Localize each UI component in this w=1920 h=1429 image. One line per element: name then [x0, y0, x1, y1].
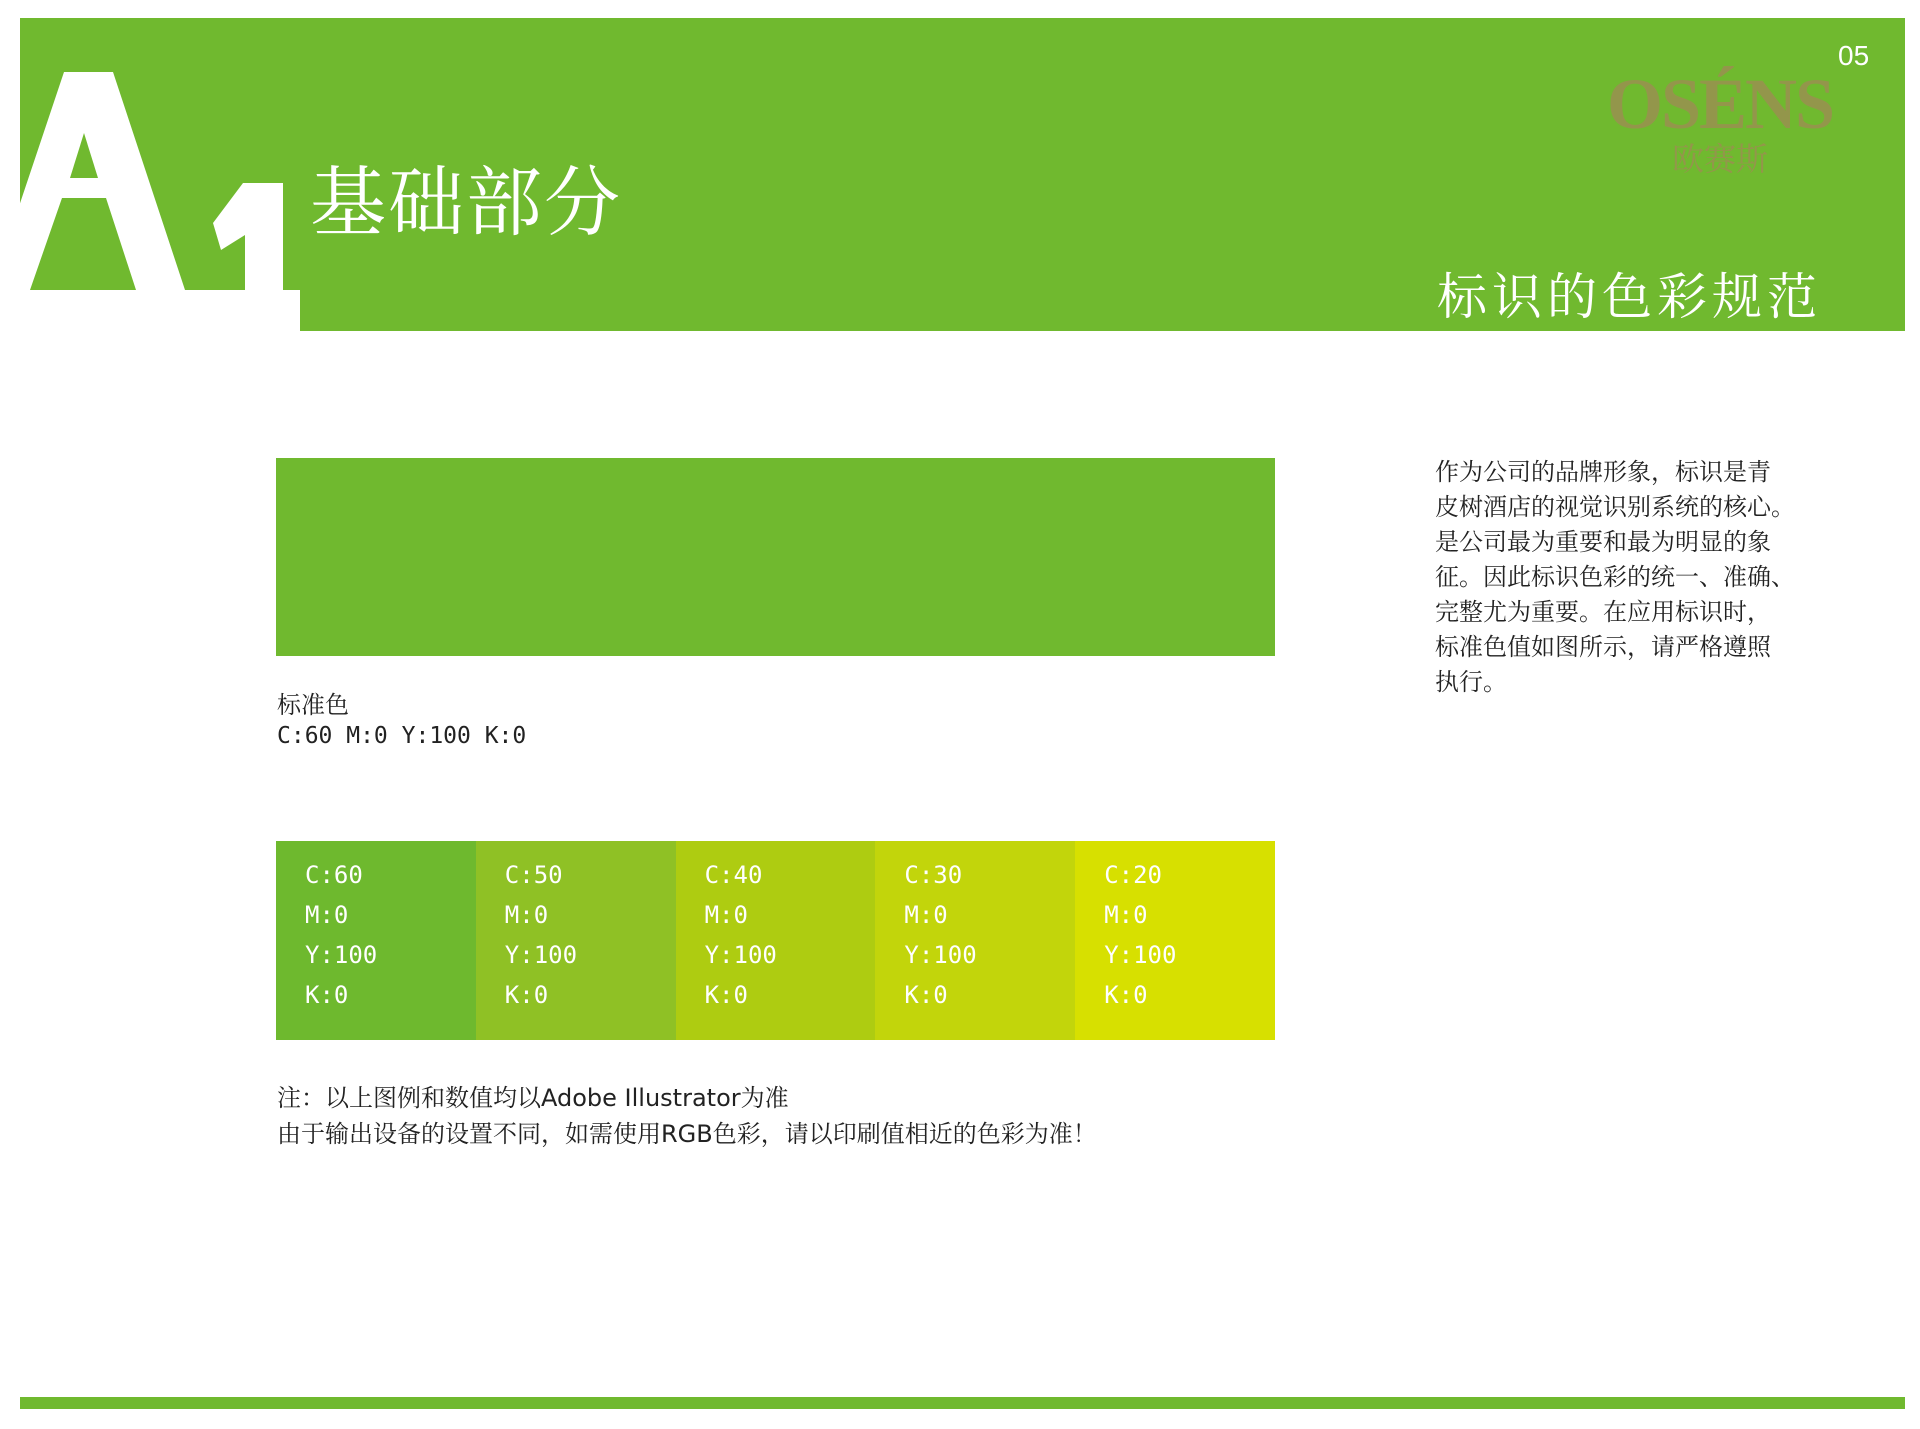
- tint-swatches: [276, 841, 1275, 1040]
- tint-m-value: M:0: [305, 901, 349, 929]
- tint-c-value: C:40: [704, 861, 763, 889]
- tint-k-value: K:0: [904, 981, 948, 1009]
- description-line: 标准色值如图所示，请严格遵照: [1435, 633, 1771, 661]
- description-text: [1435, 455, 1875, 700]
- tint-y-value: Y:100: [305, 941, 378, 969]
- tint-swatch-c30: [875, 841, 1075, 1040]
- tint-c-value: C:50: [504, 861, 563, 889]
- standard-color-values: C:60 M:0 Y:100 K:0: [277, 723, 527, 749]
- section-letter-a: [0, 72, 185, 290]
- tint-y-value: Y:100: [904, 941, 977, 969]
- standard-color-swatch: [276, 458, 1275, 656]
- tint-c-value: C:60: [305, 861, 363, 889]
- logo-wordmark: OSÉNS: [1606, 64, 1834, 144]
- tint-y-value: Y:100: [704, 941, 777, 969]
- tint-y-value: Y:100: [504, 941, 578, 969]
- standard-color-label: 标准色: [277, 691, 349, 719]
- tint-k-value: K:0: [305, 981, 349, 1009]
- description-line: 是公司最为重要和最为明显的象: [1435, 528, 1771, 556]
- note-line-1: 注：以上图例和数值均以Adobe Illustrator为准: [277, 1084, 789, 1112]
- footer-rule: [20, 1397, 1905, 1409]
- note-line-2: 由于输出设备的设置不同，如需使用RGB色彩，请以印刷值相近的色彩为准！: [277, 1120, 1097, 1148]
- tint-y-value: Y:100: [1104, 941, 1177, 969]
- description-line: 作为公司的品牌形象，标识是青: [1435, 458, 1771, 486]
- page-subtitle: 标识的色彩规范: [1437, 268, 1822, 326]
- tint-m-value: M:0: [504, 901, 549, 929]
- tint-swatch-c50: [476, 841, 676, 1040]
- tint-swatch-c40: [676, 841, 876, 1040]
- tint-c-value: C:30: [904, 861, 963, 889]
- color-note: [277, 1080, 1097, 1152]
- description-line: 皮树酒店的视觉识别系统的核心。: [1435, 493, 1795, 521]
- tint-k-value: K:0: [704, 981, 748, 1009]
- description-line: 执行。: [1435, 668, 1507, 696]
- tint-k-value: K:0: [504, 981, 549, 1009]
- tint-swatch-c60: [276, 841, 476, 1040]
- section-marker-a1: [0, 18, 300, 331]
- logo-chinese-name: 欧赛斯: [1671, 140, 1768, 178]
- page-number: 05: [1838, 40, 1870, 71]
- tint-m-value: M:0: [1104, 901, 1148, 929]
- tint-m-value: M:0: [904, 901, 948, 929]
- description-line: 征。因此标识色彩的统一、准确、: [1435, 563, 1795, 591]
- section-title: 基础部分: [310, 158, 622, 247]
- brand-logo: [1590, 64, 1850, 178]
- tint-swatch-c20: [1075, 841, 1275, 1040]
- tint-c-value: C:20: [1104, 861, 1162, 889]
- description-line: 完整尤为重要。在应用标识时，: [1435, 598, 1771, 626]
- tint-k-value: K:0: [1104, 981, 1148, 1009]
- tint-m-value: M:0: [704, 901, 748, 929]
